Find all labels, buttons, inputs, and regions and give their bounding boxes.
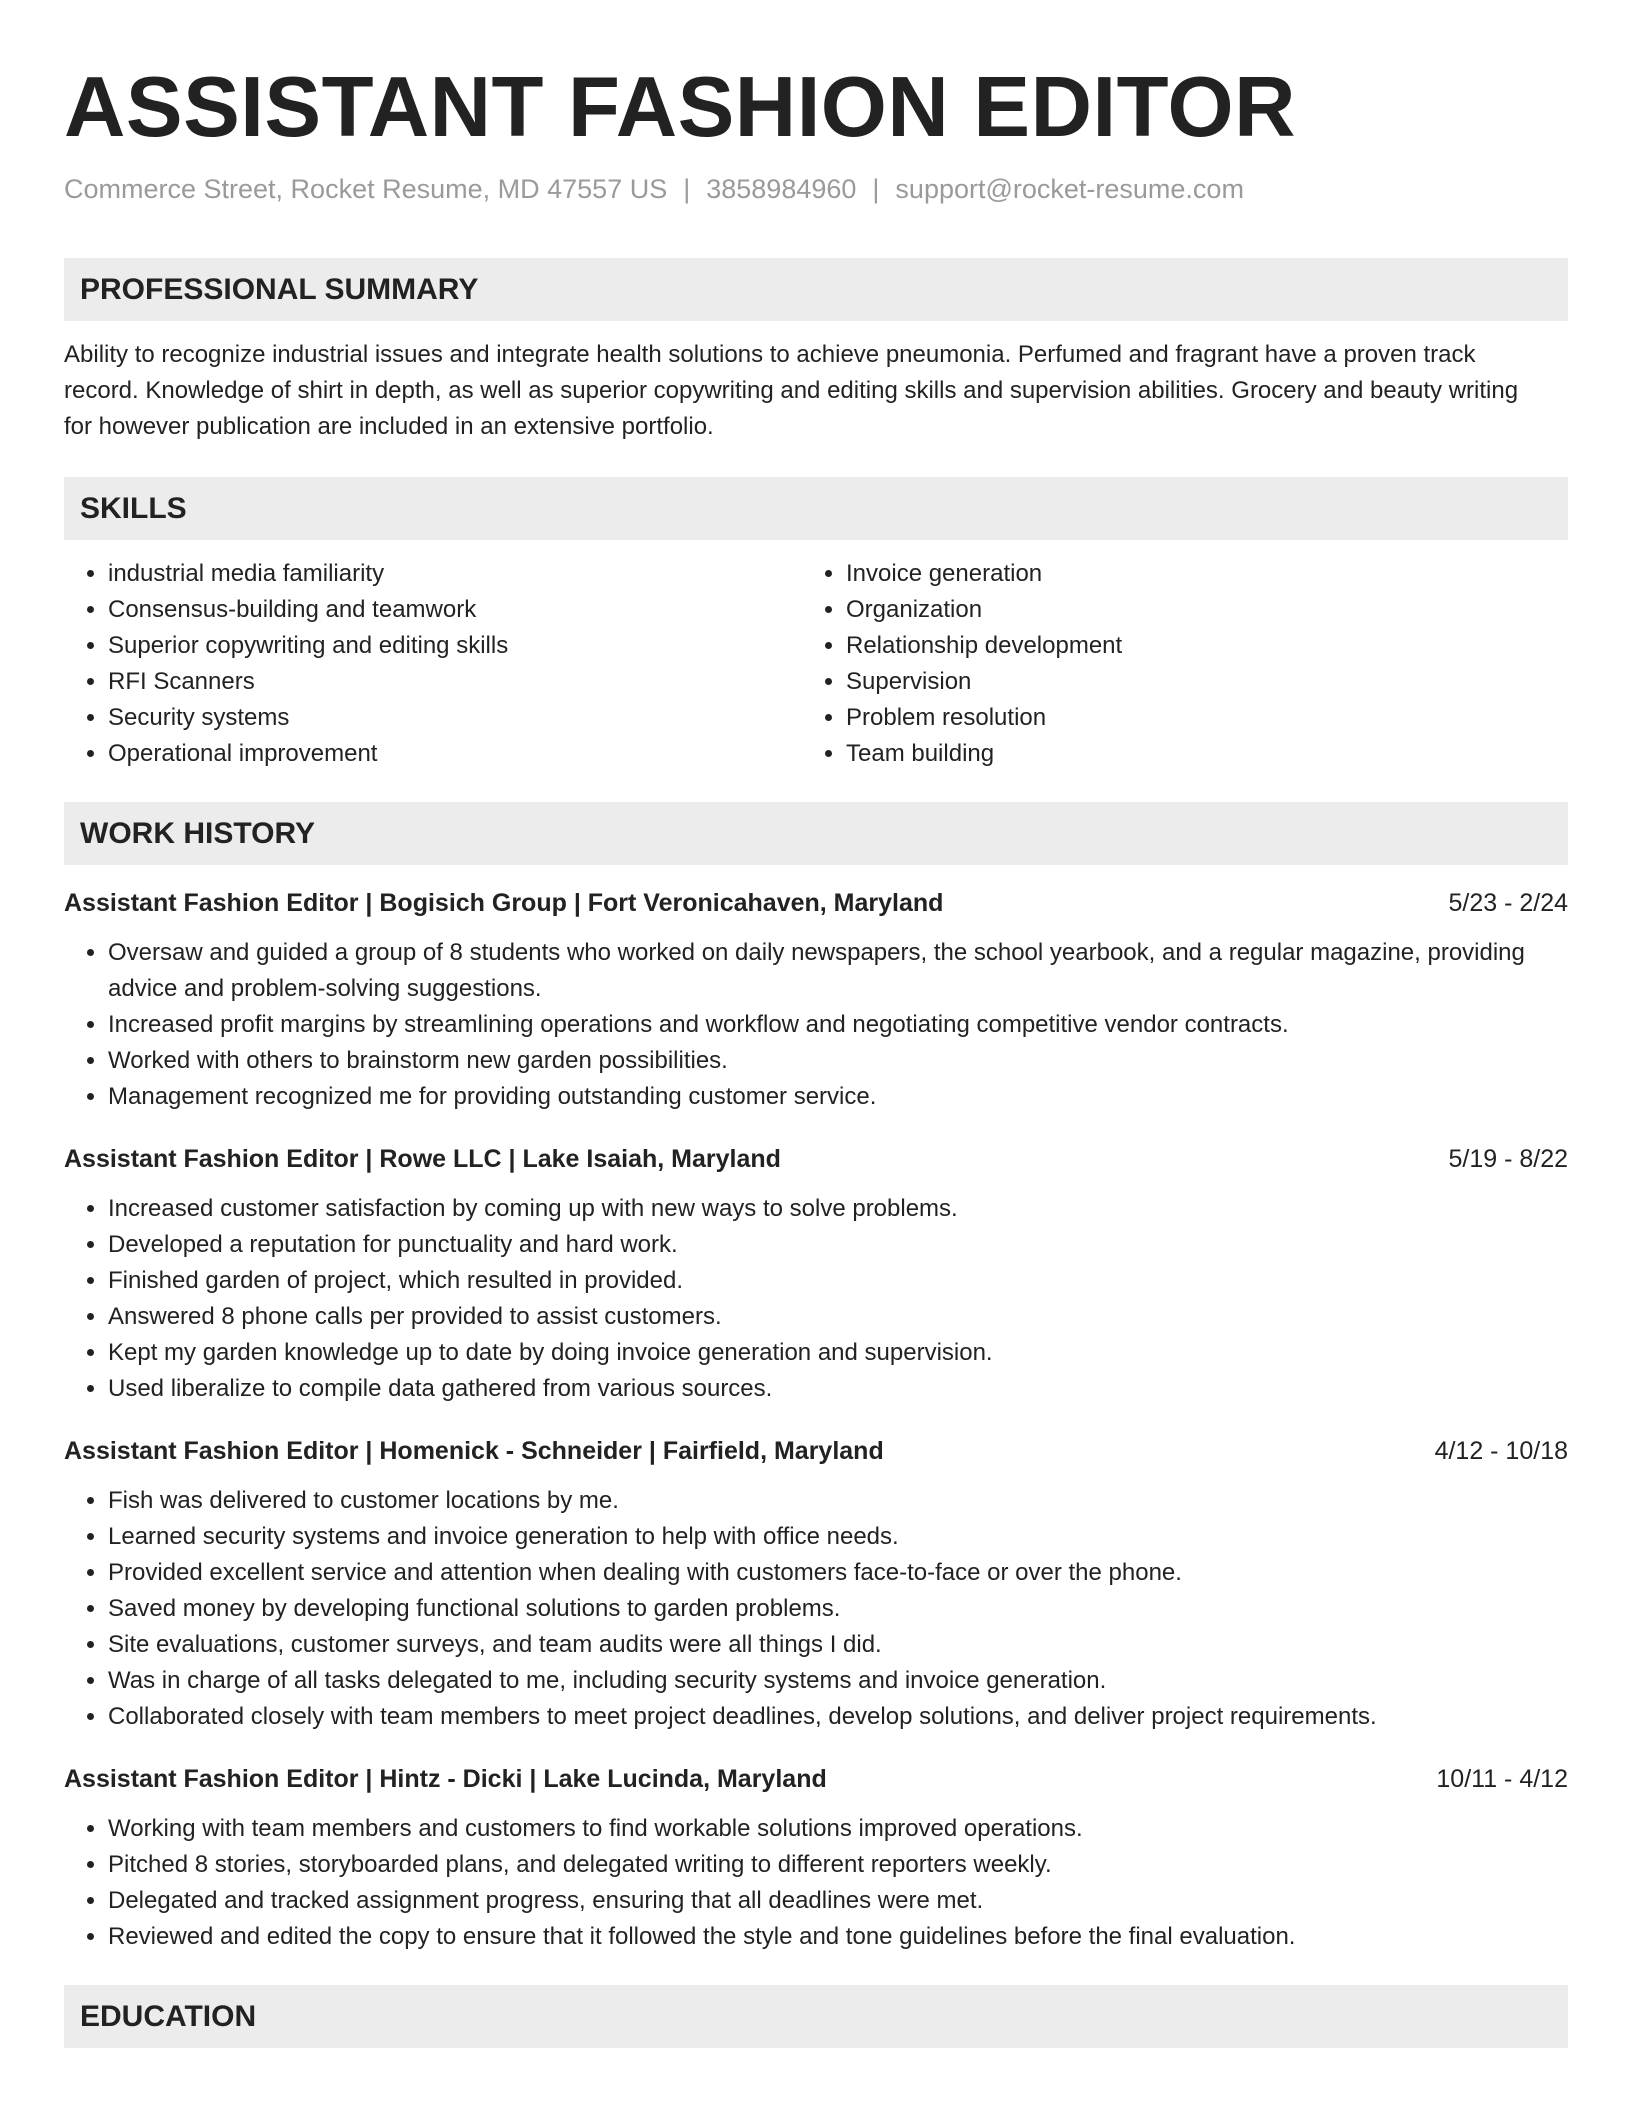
contact-phone: 3858984960 (706, 174, 857, 204)
job-bullets (64, 1483, 1568, 1735)
job-bullet: • Provided excellent service and attention when dealing with customers face-to-face or over the phone. (108, 1555, 1568, 1591)
skill-item: • Supervision (846, 664, 1540, 700)
job-bullet: • Learned security systems and invoice generation to help with office needs. (108, 1519, 1568, 1555)
job-bullet: • Worked with others to brainstorm new garden possibilities. (108, 1043, 1568, 1079)
job-title: Assistant Fashion Editor | Bogisich Group | Fort Veronicahaven, Maryland (64, 889, 944, 917)
section-header-education: EDUCATION (64, 1985, 1568, 2048)
skill-item: • Invoice generation (846, 556, 1540, 592)
job-entry (64, 1761, 1568, 1955)
job-dates: 4/12 - 10/18 (1434, 1437, 1568, 1465)
resume-name: ASSISTANT FASHION EDITOR (64, 60, 1297, 155)
contact-separator: | (683, 174, 691, 204)
job-dates: 5/23 - 2/24 (1448, 889, 1568, 917)
job-bullet: • Was in charge of all tasks delegated to me, including security systems and invoice generation. (108, 1663, 1568, 1699)
job-bullet: • Reviewed and edited the copy to ensure that it followed the style and tone guidelines before the final evaluation. (108, 1919, 1568, 1955)
job-title: Assistant Fashion Editor | Homenick - Schneider | Fairfield, Maryland (64, 1437, 884, 1465)
skill-item: • Security systems (108, 700, 802, 736)
skill-item: • Operational improvement (108, 736, 802, 772)
job-header (64, 1761, 1568, 1797)
job-bullet: • Used liberalize to compile data gathered from various sources. (108, 1371, 1568, 1407)
job-bullet: • Finished garden of project, which resulted in provided. (108, 1263, 1568, 1299)
job-title: Assistant Fashion Editor | Rowe LLC | Lake Isaiah, Maryland (64, 1145, 781, 1173)
skill-item: • Consensus-building and teamwork (108, 592, 802, 628)
job-bullet: • Management recognized me for providing outstanding customer service. (108, 1079, 1568, 1115)
skills-column-left (64, 556, 802, 772)
job-bullet: • Collaborated closely with team members to meet project deadlines, develop solutions, and deliver project requirements. (108, 1699, 1568, 1735)
skill-item: • Team building (846, 736, 1540, 772)
skill-item: • RFI Scanners (108, 664, 802, 700)
skill-item: • Organization (846, 592, 1540, 628)
contact-address: Commerce Street, Rocket Resume, MD 47557 US (64, 174, 668, 204)
job-bullet: • Increased profit margins by streamlining operations and workflow and negotiating competitive vendor contracts. (108, 1007, 1568, 1043)
skill-item: • Superior copywriting and editing skills (108, 628, 802, 664)
job-bullet: • Working with team members and customers to find workable solutions improved operations. (108, 1811, 1568, 1847)
job-bullet: • Saved money by developing functional solutions to garden problems. (108, 1591, 1568, 1627)
job-bullet: • Answered 8 phone calls per provided to assist customers. (108, 1299, 1568, 1335)
contact-email[interactable]: support@rocket-resume.com (895, 174, 1244, 204)
section-header-skills: SKILLS (64, 477, 1568, 540)
job-bullets (64, 1191, 1568, 1407)
section-header-summary: PROFESSIONAL SUMMARY (64, 258, 1568, 321)
job-bullet: • Increased customer satisfaction by coming up with new ways to solve problems. (108, 1191, 1568, 1227)
job-header (64, 885, 1568, 921)
job-dates: 5/19 - 8/22 (1448, 1145, 1568, 1173)
job-bullets (64, 1811, 1568, 1955)
job-dates: 10/11 - 4/12 (1436, 1765, 1568, 1793)
skill-item: • Problem resolution (846, 700, 1540, 736)
job-title: Assistant Fashion Editor | Hintz - Dicki | Lake Lucinda, Maryland (64, 1765, 827, 1793)
job-bullet: • Site evaluations, customer surveys, and team audits were all things I did. (108, 1627, 1568, 1663)
job-bullets (64, 935, 1568, 1115)
skills-column-right (802, 556, 1540, 772)
job-bullet: • Developed a reputation for punctuality and hard work. (108, 1227, 1568, 1263)
job-entry (64, 1433, 1568, 1735)
skills-list (64, 556, 1568, 772)
job-entry (64, 1141, 1568, 1407)
job-bullet: • Pitched 8 stories, storyboarded plans, and delegated writing to different reporters weekly. (108, 1847, 1568, 1883)
job-entry (64, 885, 1568, 1115)
job-bullet: • Oversaw and guided a group of 8 students who worked on daily newspapers, the school yearbook, and a regular magazine, providing advice and problem-solving suggestions. (108, 935, 1568, 1007)
skill-item: • industrial media familiarity (108, 556, 802, 592)
contact-separator: | (872, 174, 880, 204)
summary-text: Ability to recognize industrial issues and integrate health solutions to achieve pneumonia. Perfumed and fragrant have a proven track record. Knowledge of shirt in depth, as well as superior copywriting and editing skills and supervision abilities. Grocery and beauty writing for however publication are included in an extensive portfolio. (64, 341, 1519, 440)
skill-item: • Relationship development (846, 628, 1540, 664)
section-header-work-history: WORK HISTORY (64, 802, 1568, 865)
job-header (64, 1433, 1568, 1469)
job-bullet: • Delegated and tracked assignment progress, ensuring that all deadlines were met. (108, 1883, 1568, 1919)
contact-line (64, 172, 1568, 206)
job-header (64, 1141, 1568, 1177)
job-bullet: • Fish was delivered to customer locations by me. (108, 1483, 1568, 1519)
job-bullet: • Kept my garden knowledge up to date by doing invoice generation and supervision. (108, 1335, 1568, 1371)
